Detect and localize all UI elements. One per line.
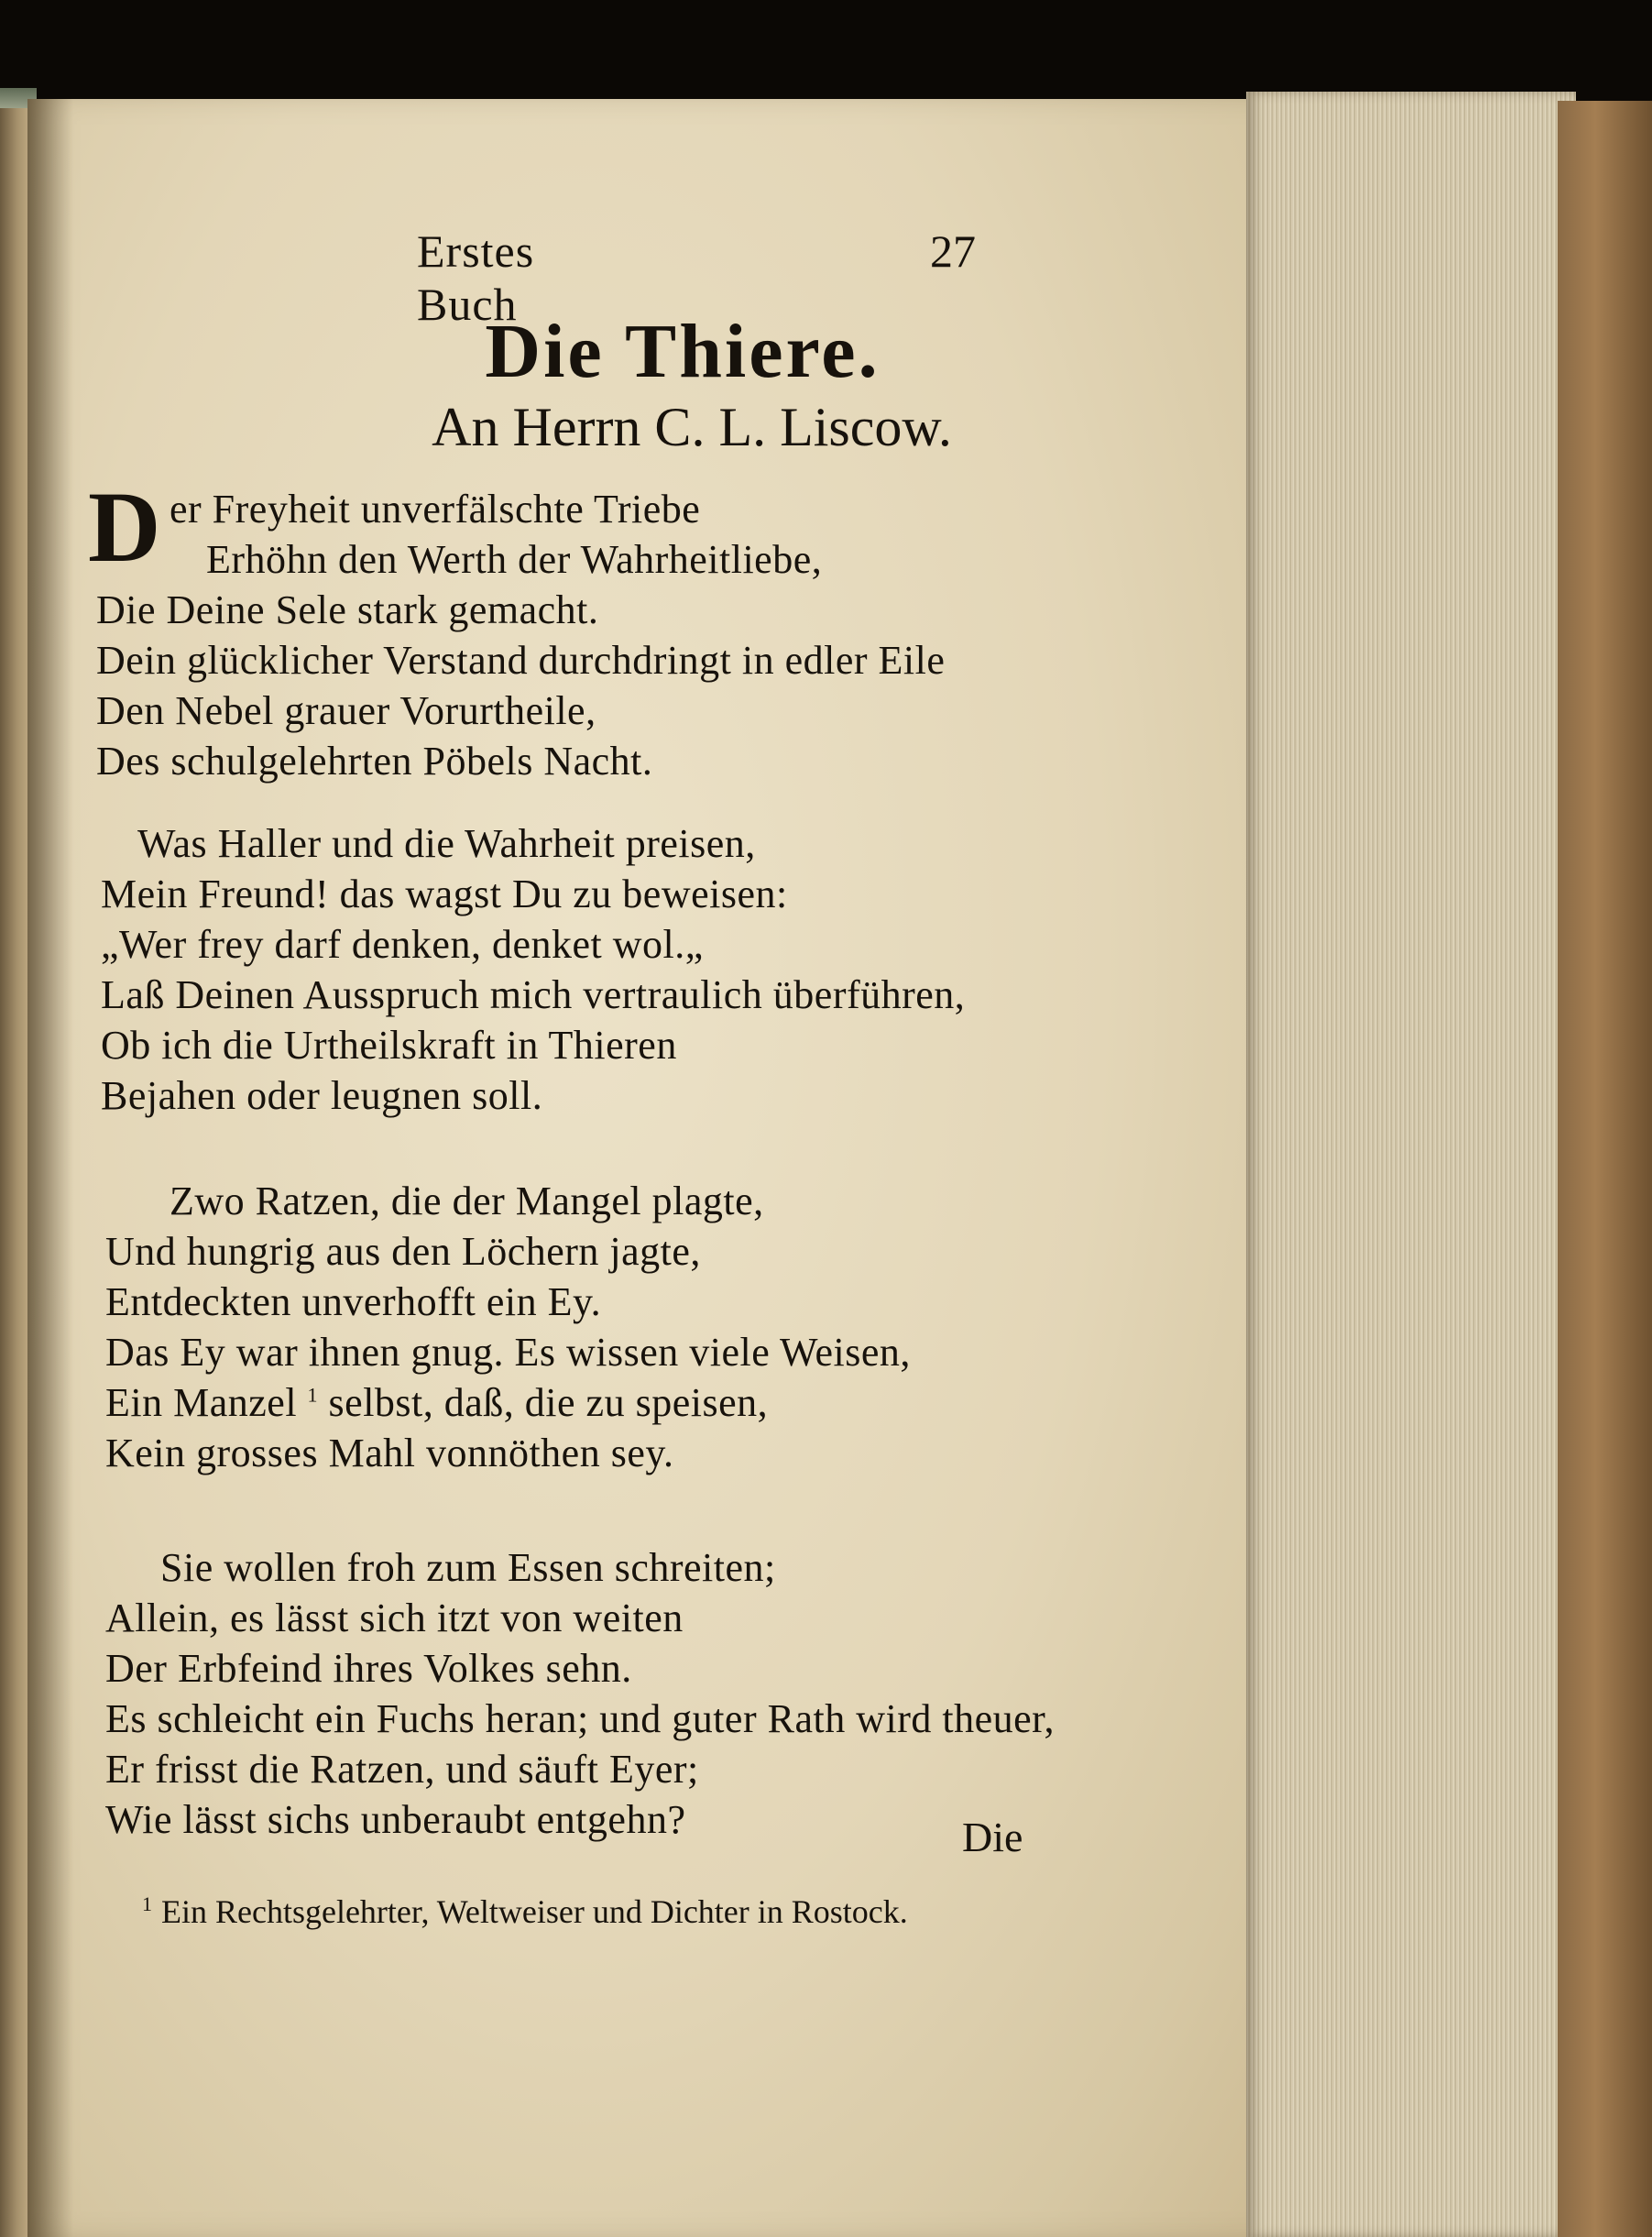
poem-line: er Freyheit unverfälschte Triebe: [170, 487, 701, 532]
poem-line: Was Haller und die Wahrheit preisen,: [137, 821, 756, 866]
poem-line: Das Ey war ihnen gnug. Es wissen viele Weisen,: [105, 1330, 911, 1375]
poem-line: Dein glücklicher Verstand durchdringt in edler Eile: [96, 638, 946, 683]
footnote-marker: 1: [142, 1892, 152, 1915]
poem-line: Den Nebel grauer Vorurtheile,: [96, 688, 596, 733]
poem-line: Allein, es lässt sich itzt von weiten: [105, 1596, 684, 1640]
poem-line: Es schleicht ein Fuchs heran; und guter Rath wird theuer,: [105, 1696, 1056, 1741]
poem-line: Ob ich die Urtheilskraft in Thieren: [101, 1023, 677, 1068]
poem-line: Er frisst die Ratzen, und säuft Eyer;: [105, 1747, 699, 1792]
poem-line: Wie lässt sichs unberaubt entgehn?: [105, 1797, 686, 1842]
poem-line: Zwo Ratzen, die der Mangel plagte,: [170, 1179, 764, 1223]
poem-line: Und hungrig aus den Löchern jagte,: [105, 1229, 701, 1274]
drop-cap: D: [88, 471, 161, 583]
poem-line: [105, 1379, 768, 1426]
poem-line: Die Deine Sele stark gemacht.: [96, 587, 599, 632]
poem-line: Sie wollen froh zum Essen schreiten;: [160, 1545, 776, 1590]
poem-line: Entdeckten unverhofft ein Ey.: [105, 1279, 602, 1324]
poem-line: „Wer frey darf denken, denket wol.„: [101, 922, 704, 967]
page-number: 27: [930, 225, 976, 277]
footnote-text: Ein Rechtsgelehrter, Weltweiser und Dichter in Rostock.: [161, 1893, 908, 1930]
poem-line: Mein Freund! das wagst Du zu beweisen:: [101, 872, 788, 916]
running-title: Erstes Buch: [417, 225, 535, 330]
poem-line: Des schulgelehrten Pöbels Nacht.: [96, 739, 653, 784]
poem-dedication: An Herrn C. L. Liscow.: [432, 397, 952, 457]
footnote: [142, 1892, 908, 1931]
book-cover: [1558, 101, 1652, 2237]
poem-line: Der Erbfeind ihres Volkes sehn.: [105, 1646, 632, 1691]
page-edges: [1246, 92, 1576, 2237]
catchword: Die: [962, 1814, 1023, 1860]
poem-line: Laß Deinen Ausspruch mich vertraulich überführen,: [101, 972, 966, 1017]
poem-line: Bejahen oder leugnen soll.: [101, 1073, 543, 1118]
poem-line-text: selbst, daß, die zu speisen,: [328, 1380, 769, 1425]
poem-line-text: Ein Manzel: [105, 1380, 298, 1425]
poem-line: Kein grosses Mahl vonnöthen sey.: [105, 1431, 674, 1475]
poem-title: Die Thiere.: [485, 309, 881, 394]
poem-line: Erhöhn den Werth der Wahrheitliebe,: [206, 537, 823, 582]
footnote-reference: 1: [307, 1383, 319, 1407]
